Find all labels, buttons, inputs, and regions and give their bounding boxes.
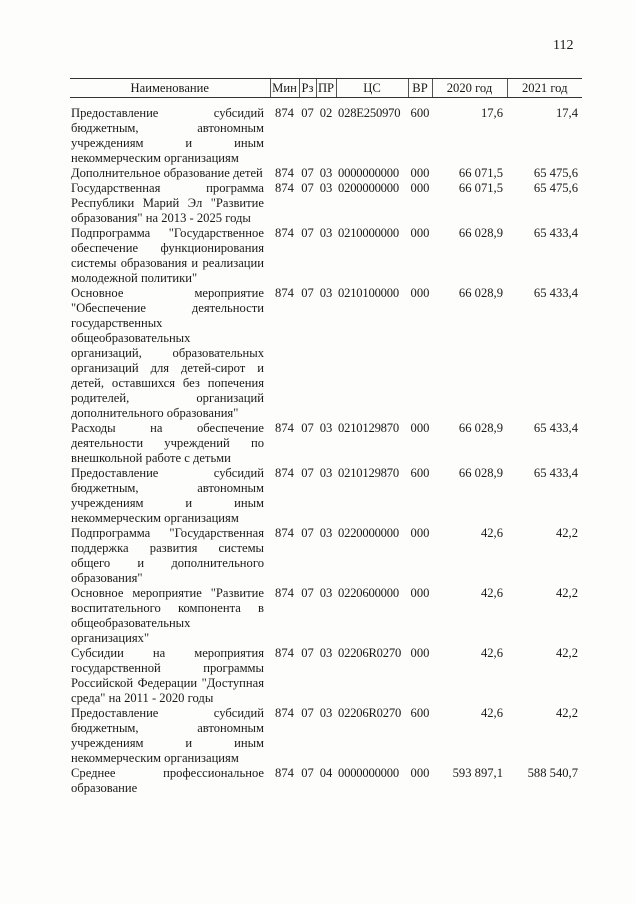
row-2021: 65 475,6: [533, 181, 578, 195]
row-cs: 0210129870: [338, 421, 399, 435]
row-vr: 000: [410, 586, 430, 600]
header-year-2021: 2021 год: [507, 79, 582, 98]
row-rz: 07: [301, 106, 314, 120]
header-cs: ЦС: [336, 79, 408, 98]
table-row: [70, 586, 582, 646]
row-min: 874: [275, 646, 294, 660]
row-rz: 07: [301, 181, 314, 195]
row-min: 874: [275, 286, 294, 300]
header-min: Мин: [270, 79, 299, 98]
row-pr: 03: [319, 706, 333, 720]
row-cs: 0210129870: [338, 466, 399, 480]
row-min: 874: [275, 421, 294, 435]
row-rz: 07: [301, 466, 314, 480]
row-cs: 0000000000: [338, 166, 399, 180]
row-2021: 42,2: [555, 646, 578, 660]
row-2021: 588 540,7: [527, 766, 578, 780]
row-2021: 42,2: [555, 526, 578, 540]
row-rz: 07: [301, 166, 314, 180]
row-2020: 42,6: [480, 706, 503, 720]
table-body: [70, 98, 582, 797]
row-name: Подпрограмма "Государственное обеспечение функционирования системы образования и реализации молодежной политики": [71, 226, 264, 285]
row-2021: 17,4: [555, 106, 578, 120]
row-2021: 65 433,4: [533, 286, 578, 300]
row-name: Среднее профессиональное образование: [71, 766, 264, 795]
row-min: 874: [275, 181, 294, 195]
table-row: [70, 766, 582, 796]
row-rz: 07: [301, 646, 314, 660]
table-row: [70, 646, 582, 706]
row-pr: 03: [319, 226, 333, 240]
row-rz: 07: [301, 421, 314, 435]
row-2020: 66 028,9: [458, 466, 503, 480]
row-2020: 17,6: [480, 106, 503, 120]
row-2020: 42,6: [480, 526, 503, 540]
row-pr: 03: [319, 421, 333, 435]
row-vr: 600: [410, 466, 430, 480]
table-row: [70, 466, 582, 526]
row-name: Подпрограмма "Государственная поддержка развития системы общего и дополнительного образования": [71, 526, 264, 585]
row-2020: 66 071,5: [458, 181, 503, 195]
row-name: Предоставление субсидий бюджетным, автономным учреждениям и иным некоммерческим организациям: [71, 706, 264, 765]
header-pr: ПР: [316, 79, 336, 98]
row-2020: 42,6: [480, 586, 503, 600]
row-2021: 65 433,4: [533, 466, 578, 480]
row-rz: 07: [301, 286, 314, 300]
row-cs: 0210000000: [338, 226, 399, 240]
row-2021: 42,2: [555, 706, 578, 720]
row-vr: 000: [410, 646, 430, 660]
row-cs: 02206R0270: [338, 706, 402, 720]
row-pr: 03: [319, 286, 333, 300]
row-min: 874: [275, 166, 294, 180]
row-min: 874: [275, 466, 294, 480]
row-pr: 03: [319, 166, 333, 180]
row-name: Дополнительное образование детей: [71, 166, 263, 180]
row-vr: 600: [410, 706, 430, 720]
row-name: Основное мероприятие "Развитие воспитательного компонента в общеобразовательных организациях": [71, 586, 264, 645]
row-rz: 07: [301, 526, 314, 540]
budget-table: [70, 78, 582, 796]
row-cs: 0210100000: [338, 286, 399, 300]
row-2020: 66 071,5: [458, 166, 503, 180]
row-pr: 03: [319, 466, 333, 480]
table-row: [70, 226, 582, 286]
row-vr: 000: [410, 286, 430, 300]
row-vr: 600: [410, 106, 430, 120]
table-row: [70, 166, 582, 181]
page-number: 112: [553, 38, 574, 53]
row-rz: 07: [301, 586, 314, 600]
table-row: [70, 286, 582, 421]
header-rz: Рз: [299, 79, 316, 98]
row-min: 874: [275, 706, 294, 720]
row-name: Предоставление субсидий бюджетным, автономным учреждениям и иным некоммерческим организациям: [71, 466, 264, 525]
table-row: [70, 706, 582, 766]
table-row: [70, 181, 582, 226]
table-row: [70, 98, 582, 167]
row-cs: 0220600000: [338, 586, 399, 600]
row-pr: 03: [319, 181, 333, 195]
row-vr: 000: [410, 766, 430, 780]
row-cs: 0200000000: [338, 181, 399, 195]
row-2021: 65 433,4: [533, 226, 578, 240]
row-vr: 000: [410, 421, 430, 435]
row-pr: 04: [319, 766, 333, 780]
header-vr: ВР: [408, 79, 432, 98]
row-cs: 02206R0270: [338, 646, 402, 660]
table-header-row: [70, 79, 582, 98]
row-name: Предоставление субсидий бюджетным, автономным учреждениям и иным некоммерческим организациям: [71, 106, 264, 165]
header-year-2020: 2020 год: [432, 79, 507, 98]
row-rz: 07: [301, 766, 314, 780]
header-name: Наименование: [70, 79, 270, 98]
row-2021: 65 433,4: [533, 421, 578, 435]
row-name: Основное мероприятие "Обеспечение деятельности государственных общеобразовательных организаций, образовательных организаций для детей-сирот и детей, оставшихся без попечения родителей, организаций дополнительного образования": [71, 286, 264, 420]
row-min: 874: [275, 586, 294, 600]
table-row: [70, 421, 582, 466]
row-2020: 66 028,9: [458, 286, 503, 300]
row-rz: 07: [301, 706, 314, 720]
row-cs: 0000000000: [338, 766, 399, 780]
row-2021: 42,2: [555, 586, 578, 600]
row-min: 874: [275, 106, 294, 120]
row-vr: 000: [410, 526, 430, 540]
row-vr: 000: [410, 166, 430, 180]
row-vr: 000: [410, 226, 430, 240]
row-2020: 42,6: [480, 646, 503, 660]
row-pr: 03: [319, 526, 333, 540]
row-2021: 65 475,6: [533, 166, 578, 180]
row-pr: 03: [319, 586, 333, 600]
row-pr: 03: [319, 646, 333, 660]
row-cs: 028E250970: [338, 106, 401, 120]
row-2020: 66 028,9: [458, 421, 503, 435]
table-row: [70, 526, 582, 586]
row-name: Государственная программа Республики Марий Эл "Развитие образования" на 2013 - 2025 годы: [71, 181, 264, 225]
row-name: Расходы на обеспечение деятельности учреждений по внешкольной работе с детьми: [71, 421, 264, 465]
row-cs: 0220000000: [338, 526, 399, 540]
row-2020: 66 028,9: [458, 226, 503, 240]
row-pr: 02: [319, 106, 333, 120]
row-min: 874: [275, 526, 294, 540]
row-min: 874: [275, 226, 294, 240]
row-rz: 07: [301, 226, 314, 240]
row-name: Субсидии на мероприятия государственной программы Российской Федерации "Доступная среда" на 2011 - 2020 годы: [71, 646, 264, 705]
row-min: 874: [275, 766, 294, 780]
row-vr: 000: [410, 181, 430, 195]
row-2020: 593 897,1: [452, 766, 503, 780]
